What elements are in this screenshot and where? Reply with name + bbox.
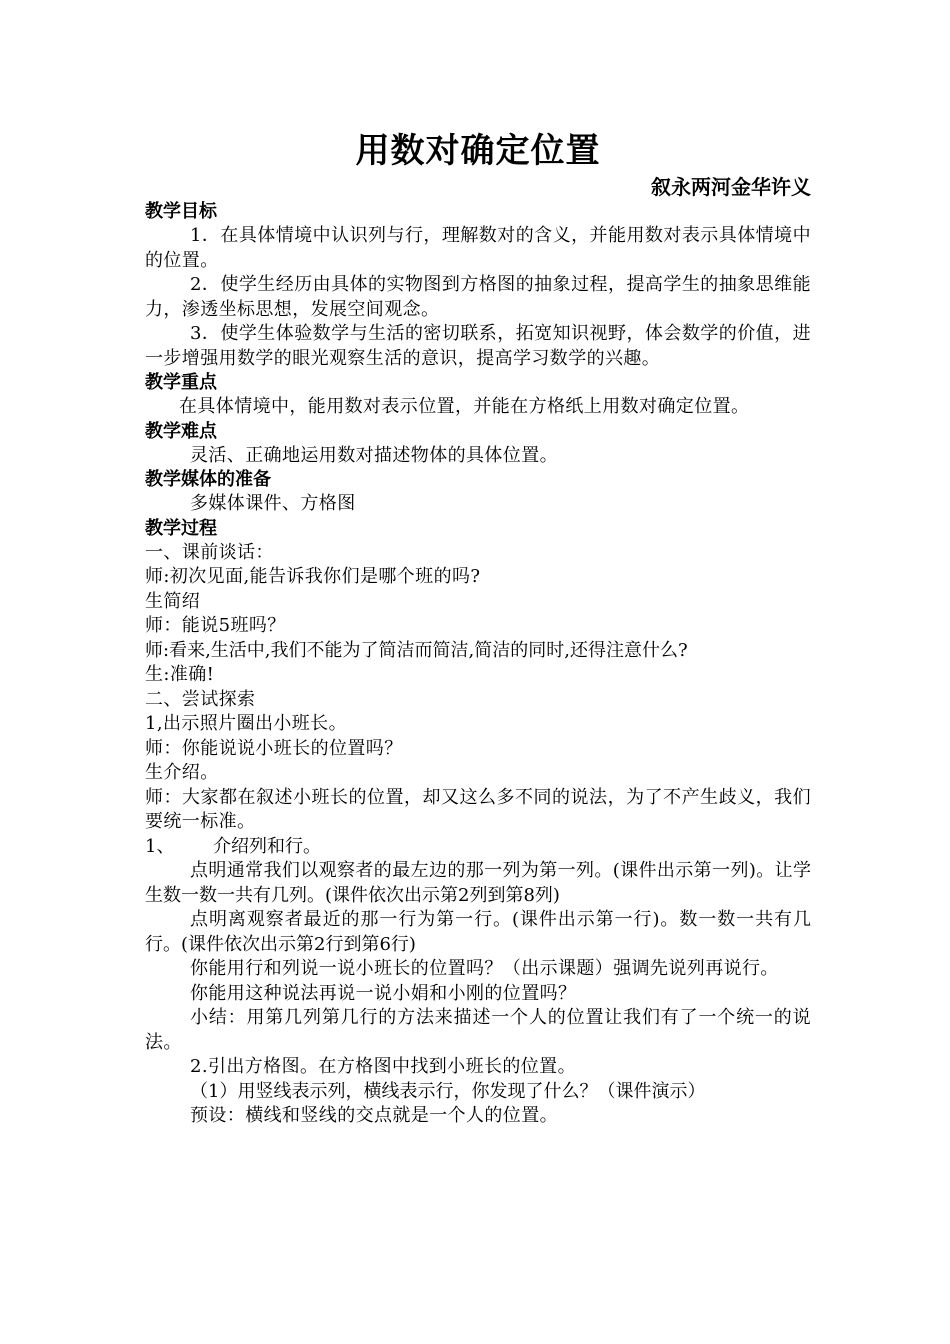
media-heading: 教学媒体的准备 — [145, 469, 271, 490]
process-paragraph: 小结：用第几列第几行的方法来描述一个人的位置让我们有了一个统一的说法。 — [145, 1007, 811, 1053]
process-line: 师:初次见面,能告诉我你们是哪个班的吗? — [145, 566, 481, 587]
process-line: 师：你能说说小班长的位置吗？ — [145, 737, 403, 759]
process-heading: 教学过程 — [145, 517, 217, 539]
process-line: 二、尝试探索 — [145, 688, 256, 710]
process-line: 生:准确! — [145, 664, 215, 685]
process-line: 1,出示照片圈出小班长。 — [145, 713, 347, 734]
page-title: 用数对确定位置 — [355, 131, 601, 171]
process-paragraph: 2.引出方格图。在方格图中找到小班长的位置。 — [190, 1056, 576, 1077]
process-paragraph: 你能用行和列说一说小班长的位置吗？（出示课题）强调先说列再说行。 — [190, 958, 779, 979]
process-paragraph: 你能用这种说法再说一说小娟和小刚的位置吗？ — [190, 982, 577, 1004]
item-number: 1、 — [145, 835, 175, 857]
goals-heading: 教学目标 — [145, 201, 217, 222]
process-line: 师：大家都在叙述小班长的位置，却又这么多不同的说法，为了不产生歧义，我们要统一标准。 — [145, 786, 811, 832]
process-line: 一、课前谈话： — [145, 541, 274, 563]
goal-3: 3．使学生体验数学与生活的密切联系，拓宽知识视野，体会数学的价值，进一步增强用数学的眼光观察生活的意识，提高学习数学的兴趣。 — [145, 323, 811, 369]
item-text: 介绍列和行。 — [213, 835, 321, 857]
goal-2: 2．使学生经历由具体的实物图到方格图的抽象过程，提高学生的抽象思维能力，渗透坐标思想，发展空间观念。 — [145, 274, 811, 320]
media-text: 多媒体课件、方格图 — [190, 493, 356, 514]
author-line: 叙永两河金华许义 — [651, 175, 811, 199]
key-text: 在具体情境中，能用数对表示位置，并能在方格纸上用数对确定位置。 — [179, 396, 750, 417]
process-paragraph: 预设：横线和竖线的交点就是一个人的位置。 — [190, 1105, 558, 1126]
document-page — [145, 128, 811, 1129]
key-heading: 教学重点 — [145, 372, 217, 393]
process-paragraph: （1）用竖线表示列，横线表示行，你发现了什么？（课件演示） — [190, 1080, 706, 1102]
process-line: 师:看来,生活中,我们不能为了简洁而简洁,简洁的同时,还得注意什么? — [145, 639, 688, 661]
goal-1: 1．在具体情境中认识列与行，理解数对的含义，并能用数对表示具体情境中的位置。 — [145, 225, 811, 271]
difficulty-heading: 教学难点 — [145, 420, 217, 442]
process-line: 生简绍 — [145, 590, 201, 612]
process-paragraph: 点明离观察者最近的那一行为第一行。(课件出示第一行)。数一数一共有几行。(课件依次出示第2行到第6行) — [145, 909, 811, 955]
difficulty-text: 灵活、正确地运用数对描述物体的具体位置。 — [190, 444, 558, 466]
process-line: 师：能说5班吗？ — [145, 615, 286, 636]
numbered-item — [145, 835, 811, 860]
process-paragraph: 点明通常我们以观察者的最左边的那一列为第一列。(课件出示第一列)。让学生数一数一共有几列。(课件依次出示第2列到第8列) — [145, 860, 811, 906]
process-line: 生介绍。 — [145, 762, 219, 783]
